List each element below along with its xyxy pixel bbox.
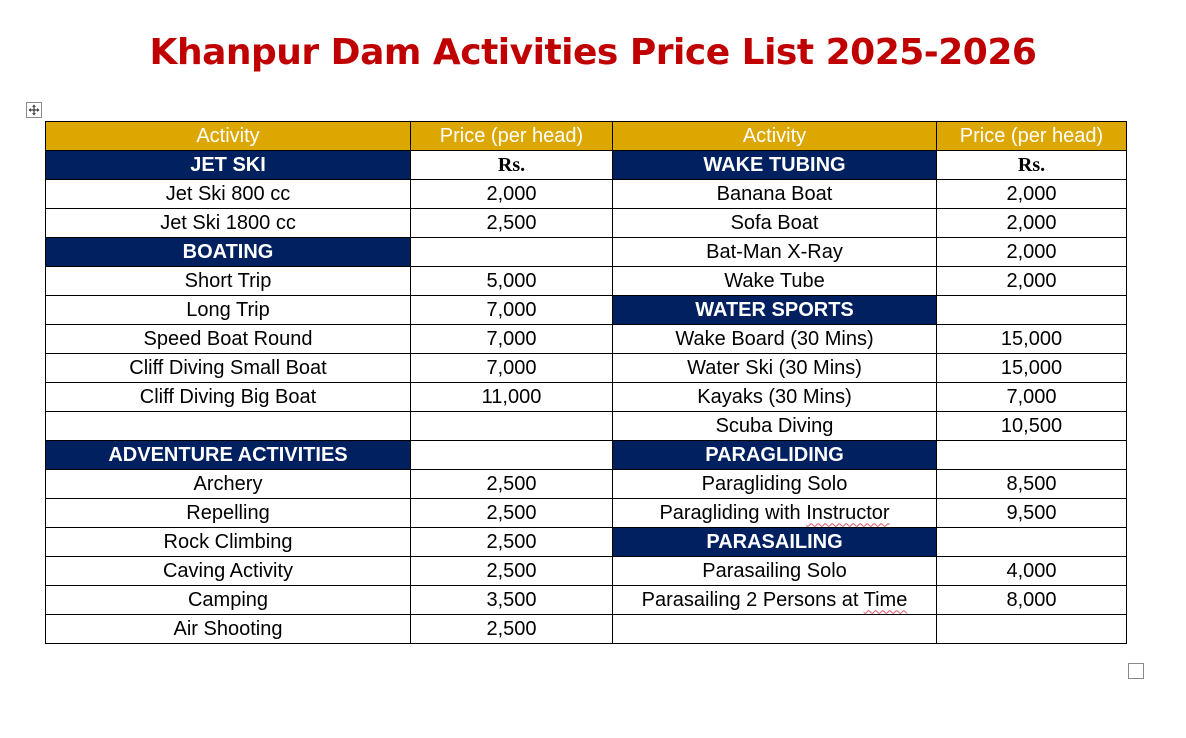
- activity-label: Caving Activity: [162, 559, 294, 582]
- section-heading-cell[interactable]: [613, 151, 937, 180]
- activity-label: Long Trip: [186, 298, 270, 321]
- activity-label: Wake Board (30 Mins): [675, 327, 874, 350]
- table-resize-handle[interactable]: [1128, 663, 1144, 679]
- price-cell[interactable]: 7,000: [937, 383, 1127, 412]
- section-heading-cell[interactable]: [46, 238, 411, 267]
- activity-label: BOATING: [182, 240, 274, 263]
- price-cell[interactable]: 5,000: [411, 267, 613, 296]
- price-cell[interactable]: [937, 296, 1127, 325]
- price-cell[interactable]: 2,000: [937, 209, 1127, 238]
- price-cell[interactable]: 7,000: [411, 325, 613, 354]
- activity-label: Paragliding with: [659, 501, 807, 524]
- table-row: [46, 180, 1127, 209]
- move-arrows-icon: [28, 104, 40, 116]
- activity-label: Camping: [187, 588, 269, 611]
- activity-label: PARAGLIDING: [705, 443, 844, 466]
- activity-label: Sofa Boat: [730, 211, 819, 234]
- page-title: Khanpur Dam Activities Price List 2025-2026: [149, 32, 1037, 73]
- price-cell[interactable]: 2,000: [411, 180, 613, 209]
- price-cell[interactable]: [937, 528, 1127, 557]
- activity-label: Short Trip: [184, 269, 272, 292]
- table-row: [46, 499, 1127, 528]
- price-cell[interactable]: 2,500: [411, 499, 613, 528]
- price-cell[interactable]: 8,500: [937, 470, 1127, 499]
- spelling-flag-word: Time: [863, 588, 908, 611]
- price-cell[interactable]: Rs.: [411, 151, 613, 180]
- activity-label: WAKE TUBING: [703, 153, 846, 176]
- table-row: [46, 296, 1127, 325]
- table-row: [46, 325, 1127, 354]
- activity-cell[interactable]: [46, 180, 411, 209]
- price-cell[interactable]: 7,000: [411, 296, 613, 325]
- table-row: [46, 528, 1127, 557]
- table-move-handle[interactable]: [26, 102, 42, 118]
- activity-cell[interactable]: [613, 354, 937, 383]
- section-heading-cell[interactable]: [613, 296, 937, 325]
- activity-label: Speed Boat Round: [143, 327, 313, 350]
- activity-label: Wake Tube: [724, 269, 825, 292]
- activity-cell[interactable]: [613, 615, 937, 644]
- activity-label: Rock Climbing: [163, 530, 293, 553]
- activity-cell[interactable]: [46, 470, 411, 499]
- price-cell[interactable]: 7,000: [411, 354, 613, 383]
- activity-cell[interactable]: [613, 209, 937, 238]
- activity-cell[interactable]: [46, 499, 411, 528]
- activity-cell[interactable]: [613, 470, 937, 499]
- activity-label: Banana Boat: [716, 182, 833, 205]
- price-cell[interactable]: 9,500: [937, 499, 1127, 528]
- activity-label: Paragliding Solo: [701, 472, 848, 495]
- price-cell[interactable]: 2,500: [411, 615, 613, 644]
- price-cell[interactable]: [411, 441, 613, 470]
- activity-label: Parasailing 2 Persons at: [641, 588, 864, 611]
- header-activity-left[interactable]: Activity: [46, 122, 411, 151]
- activity-cell[interactable]: [46, 615, 411, 644]
- price-cell[interactable]: 2,500: [411, 209, 613, 238]
- activity-cell[interactable]: [46, 325, 411, 354]
- section-heading-cell[interactable]: [46, 151, 411, 180]
- price-cell[interactable]: [411, 238, 613, 267]
- activity-cell[interactable]: [46, 354, 411, 383]
- price-table: [45, 121, 1127, 644]
- activity-cell[interactable]: [613, 412, 937, 441]
- table-row: [46, 267, 1127, 296]
- activity-label: Archery: [193, 472, 263, 495]
- activity-cell[interactable]: [46, 412, 411, 441]
- table-row: [46, 615, 1127, 644]
- activity-cell[interactable]: [613, 383, 937, 412]
- activity-label: JET SKI: [190, 153, 266, 176]
- price-cell[interactable]: 11,000: [411, 383, 613, 412]
- price-cell[interactable]: 8,000: [937, 586, 1127, 615]
- activity-cell[interactable]: [46, 267, 411, 296]
- price-cell[interactable]: 2,000: [937, 238, 1127, 267]
- activity-label: Cliff Diving Big Boat: [139, 385, 317, 408]
- activity-cell[interactable]: [613, 557, 937, 586]
- activity-label: Bat-Man X-Ray: [706, 240, 843, 263]
- table-row: [46, 354, 1127, 383]
- activity-label: Jet Ski 800 cc: [165, 182, 291, 205]
- price-cell[interactable]: 3,500: [411, 586, 613, 615]
- section-heading-cell[interactable]: [46, 441, 411, 470]
- price-cell[interactable]: 10,500: [937, 412, 1127, 441]
- activity-label: Parasailing Solo: [702, 559, 847, 582]
- price-cell[interactable]: [937, 615, 1127, 644]
- price-cell[interactable]: 2,000: [937, 180, 1127, 209]
- activity-label: Kayaks (30 Mins): [697, 385, 852, 408]
- table-row: [46, 470, 1127, 499]
- price-cell[interactable]: 15,000: [937, 354, 1127, 383]
- activity-cell[interactable]: [46, 209, 411, 238]
- table-row: [46, 586, 1127, 615]
- price-cell[interactable]: Rs.: [937, 151, 1127, 180]
- table-row: [46, 412, 1127, 441]
- table-row: [46, 557, 1127, 586]
- table-row: [46, 238, 1127, 267]
- table-row: [46, 209, 1127, 238]
- activity-cell[interactable]: [46, 383, 411, 412]
- price-cell[interactable]: 2,500: [411, 528, 613, 557]
- activity-label: Jet Ski 1800 cc: [160, 211, 296, 234]
- activity-cell[interactable]: [46, 296, 411, 325]
- activity-label: Air Shooting: [173, 617, 283, 640]
- section-heading-cell[interactable]: [613, 441, 937, 470]
- price-cell[interactable]: [937, 441, 1127, 470]
- table-header-row: [46, 122, 1127, 151]
- table-row: [46, 383, 1127, 412]
- table-row: [46, 151, 1127, 180]
- activity-label: WATER SPORTS: [695, 298, 854, 321]
- price-cell[interactable]: 2,500: [411, 557, 613, 586]
- activity-cell[interactable]: [613, 325, 937, 354]
- activity-cell[interactable]: [46, 528, 411, 557]
- price-cell[interactable]: [411, 412, 613, 441]
- spelling-flag-word: Instructor: [806, 501, 890, 524]
- activity-label: ADVENTURE ACTIVITIES: [108, 443, 348, 466]
- activity-cell[interactable]: [46, 557, 411, 586]
- activity-label: Water Ski (30 Mins): [687, 356, 862, 379]
- activity-label: Repelling: [186, 501, 270, 524]
- activity-cell[interactable]: [613, 267, 937, 296]
- activity-cell[interactable]: [46, 586, 411, 615]
- activity-label: Cliff Diving Small Boat: [129, 356, 327, 379]
- section-heading-cell[interactable]: [613, 528, 937, 557]
- header-price-left[interactable]: Price (per head): [411, 122, 613, 151]
- activity-cell[interactable]: [613, 499, 937, 528]
- price-cell[interactable]: 4,000: [937, 557, 1127, 586]
- activity-label: Scuba Diving: [715, 414, 834, 437]
- price-cell[interactable]: 2,500: [411, 470, 613, 499]
- table-row: [46, 441, 1127, 470]
- activity-cell[interactable]: [613, 238, 937, 267]
- activity-cell[interactable]: [613, 180, 937, 209]
- price-cell[interactable]: 2,000: [937, 267, 1127, 296]
- activity-cell[interactable]: [613, 586, 937, 615]
- price-cell[interactable]: 15,000: [937, 325, 1127, 354]
- header-activity-right[interactable]: Activity: [613, 122, 937, 151]
- activity-label: PARASAILING: [706, 530, 843, 553]
- header-price-right[interactable]: Price (per head): [937, 122, 1127, 151]
